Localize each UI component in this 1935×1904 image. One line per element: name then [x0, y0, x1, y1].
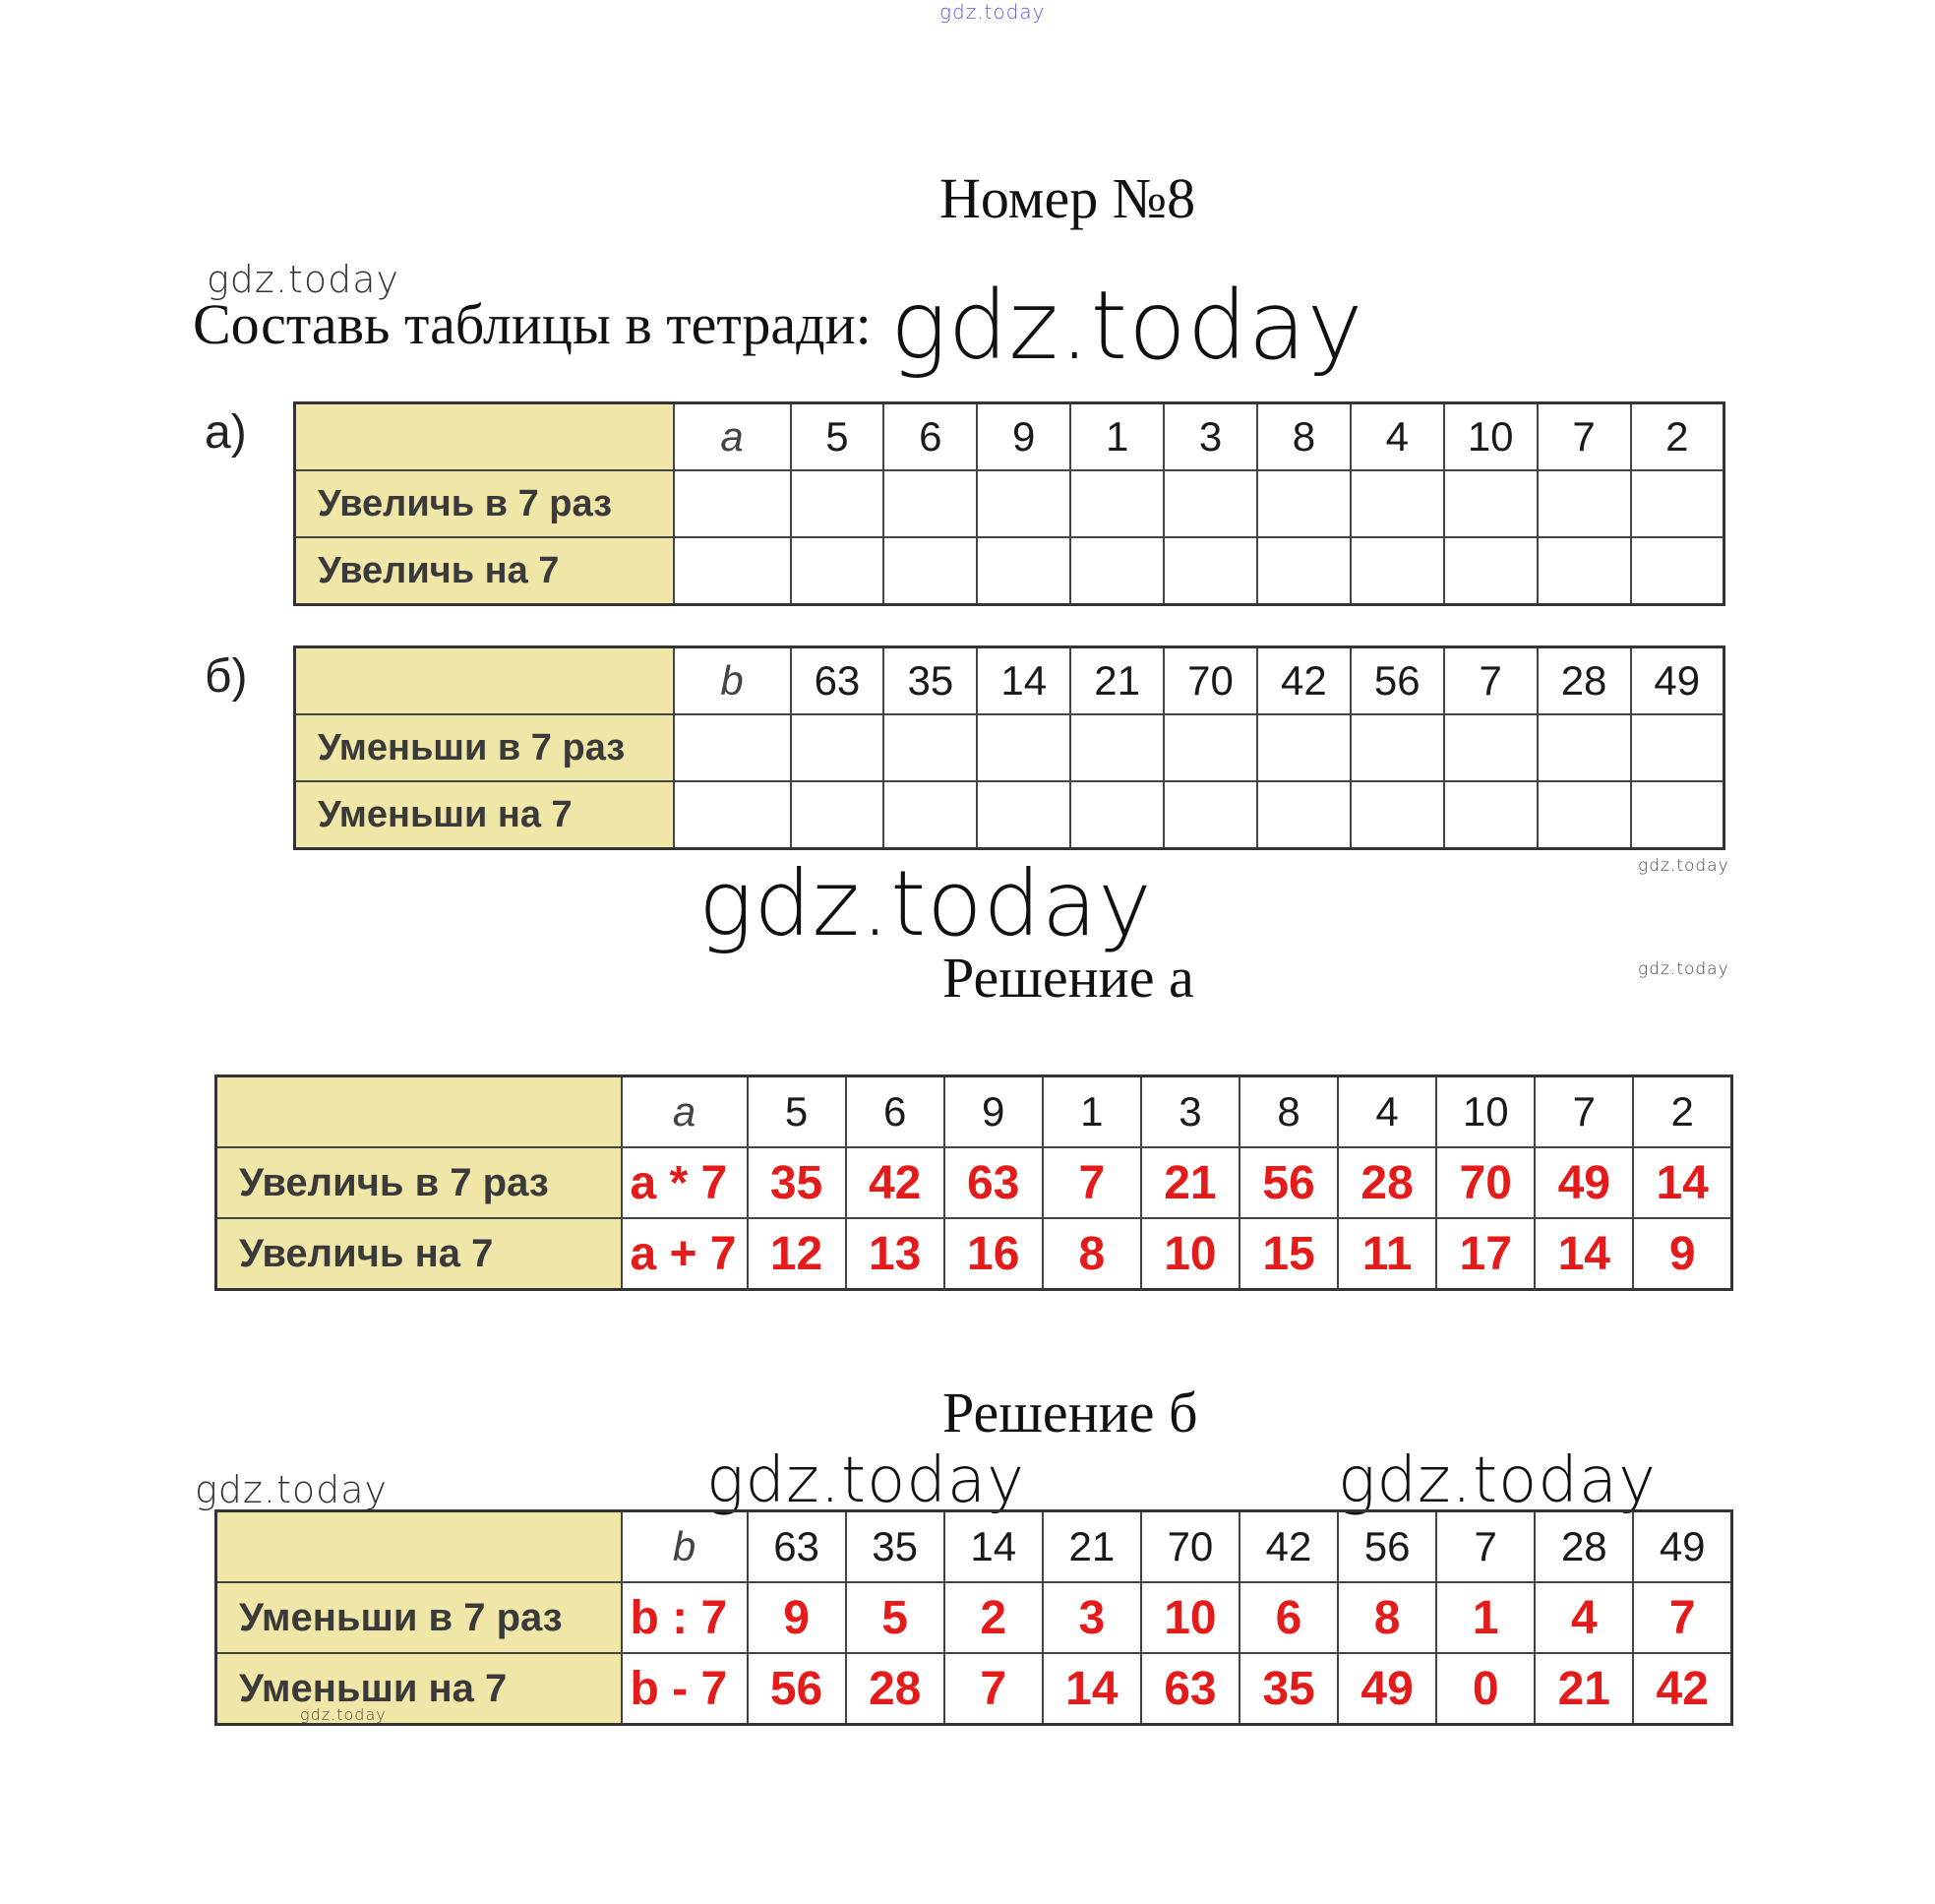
answer-cell: 7 — [1633, 1582, 1731, 1653]
value-cell: 56 — [1338, 1511, 1436, 1583]
answer-cell: 63 — [1141, 1653, 1240, 1725]
value-cell: 35 — [883, 647, 977, 715]
empty-cell — [883, 470, 977, 537]
answer-cell: 10 — [1141, 1218, 1240, 1290]
watermark-small: gdz.today — [1638, 856, 1729, 876]
variable-cell: b — [622, 1511, 748, 1583]
empty-cell — [977, 537, 1070, 605]
empty-cell — [791, 781, 884, 849]
value-cell: 14 — [944, 1511, 1043, 1583]
table-row — [216, 1076, 1732, 1148]
answer-cell: 49 — [1338, 1653, 1436, 1725]
answer-cell: 21 — [1141, 1147, 1240, 1218]
header-cell — [216, 1076, 622, 1148]
empty-cell — [1164, 470, 1257, 537]
empty-cell — [1164, 714, 1257, 781]
header-cell — [216, 1511, 622, 1583]
answer-cell: 7 — [944, 1653, 1043, 1725]
answer-cell: 8 — [1043, 1218, 1141, 1290]
value-cell: 35 — [846, 1511, 944, 1583]
answer-cell: 1 — [1436, 1582, 1535, 1653]
answer-cell: 6 — [1240, 1582, 1338, 1653]
empty-cell — [1257, 781, 1351, 849]
table-row — [295, 537, 1724, 605]
value-cell: 4 — [1351, 403, 1444, 471]
value-cell: 9 — [977, 403, 1070, 471]
answer-cell: 2 — [944, 1582, 1043, 1653]
watermark-left: gdz.today — [207, 258, 399, 301]
table-row — [295, 647, 1724, 715]
value-cell: 28 — [1538, 647, 1631, 715]
value-cell: 5 — [791, 403, 884, 471]
empty-cell — [1444, 781, 1538, 849]
answer-cell: 42 — [1633, 1653, 1731, 1725]
value-cell: 7 — [1444, 647, 1538, 715]
answer-cell: 63 — [944, 1147, 1043, 1218]
page-title: Номер №8 — [939, 166, 1196, 230]
row-label: Увеличь на 7 — [295, 537, 674, 605]
answer-cell: 16 — [944, 1218, 1043, 1290]
task-table-a — [293, 401, 1725, 606]
empty-cell — [791, 714, 884, 781]
value-cell: 49 — [1631, 647, 1724, 715]
value-cell: 7 — [1535, 1076, 1633, 1148]
header-cell — [295, 403, 674, 471]
header-cell — [295, 647, 674, 715]
answer-cell: 5 — [846, 1582, 944, 1653]
empty-cell — [1538, 781, 1631, 849]
value-cell: 3 — [1141, 1076, 1240, 1148]
answer-cell: 42 — [846, 1147, 944, 1218]
answer-cell: 13 — [846, 1218, 944, 1290]
value-cell: 6 — [883, 403, 977, 471]
empty-cell — [1631, 537, 1724, 605]
watermark-tiny: gdz.today — [300, 1705, 387, 1724]
value-cell: 28 — [1535, 1511, 1633, 1583]
empty-cell — [1444, 714, 1538, 781]
row-label: Уменьши в 7 раз — [216, 1582, 622, 1653]
solution-a-heading: Решение а — [942, 946, 1194, 1010]
empty-cell — [1351, 470, 1444, 537]
answer-cell: 9 — [1633, 1218, 1731, 1290]
empty-cell — [883, 537, 977, 605]
value-cell: 1 — [1043, 1076, 1141, 1148]
answer-cell: 11 — [1338, 1218, 1436, 1290]
watermark-large-middle: gdz.today — [698, 851, 1153, 956]
table-row — [295, 781, 1724, 849]
value-cell: 21 — [1043, 1511, 1141, 1583]
value-cell: 5 — [748, 1076, 846, 1148]
table-row — [216, 1582, 1732, 1653]
table-row — [295, 403, 1724, 471]
value-cell: 49 — [1633, 1511, 1731, 1583]
empty-cell — [1070, 537, 1164, 605]
watermark-large: gdz.today — [890, 271, 1364, 381]
value-cell: 14 — [977, 647, 1070, 715]
value-cell: 7 — [1538, 403, 1631, 471]
expression-cell: b - 7 — [622, 1653, 748, 1725]
row-label: Увеличь в 7 раз — [216, 1147, 622, 1218]
answer-cell: 28 — [846, 1653, 944, 1725]
value-cell: 4 — [1338, 1076, 1436, 1148]
table-row — [295, 470, 1724, 537]
value-cell: 42 — [1257, 647, 1351, 715]
expression-cell: a * 7 — [622, 1147, 748, 1218]
empty-cell — [1351, 537, 1444, 605]
solution-table-a — [214, 1075, 1733, 1291]
value-cell: 2 — [1633, 1076, 1731, 1148]
empty-cell — [1070, 470, 1164, 537]
value-cell: 56 — [1351, 647, 1444, 715]
variable-cell: a — [674, 403, 791, 471]
empty-cell — [1538, 537, 1631, 605]
variable-cell: b — [674, 647, 791, 715]
empty-cell — [791, 537, 884, 605]
answer-cell: 21 — [1535, 1653, 1633, 1725]
empty-cell — [977, 470, 1070, 537]
value-cell: 2 — [1631, 403, 1724, 471]
value-cell: 70 — [1164, 647, 1257, 715]
value-cell: 42 — [1240, 1511, 1338, 1583]
row-label: Уменьши на 7 — [295, 781, 674, 849]
empty-cell — [1257, 537, 1351, 605]
empty-cell — [674, 470, 791, 537]
answer-cell: 7 — [1043, 1147, 1141, 1218]
task-text: Составь таблицы в тетради: — [193, 292, 872, 356]
answer-cell: 56 — [1240, 1147, 1338, 1218]
value-cell: 6 — [846, 1076, 944, 1148]
answer-cell: 49 — [1535, 1147, 1633, 1218]
empty-cell — [977, 714, 1070, 781]
value-cell: 3 — [1164, 403, 1257, 471]
table-row — [216, 1653, 1732, 1725]
answer-cell: 10 — [1141, 1582, 1240, 1653]
watermark-top: gdz.today — [939, 0, 1046, 24]
empty-cell — [1257, 470, 1351, 537]
answer-cell: 14 — [1633, 1147, 1731, 1218]
answer-cell: 0 — [1436, 1653, 1535, 1725]
empty-cell — [1351, 714, 1444, 781]
answer-cell: 70 — [1436, 1147, 1535, 1218]
empty-cell — [674, 781, 791, 849]
empty-cell — [1164, 537, 1257, 605]
row-label: Увеличь на 7 — [216, 1218, 622, 1290]
value-cell: 21 — [1070, 647, 1164, 715]
value-cell: 9 — [944, 1076, 1043, 1148]
answer-cell: 4 — [1535, 1582, 1633, 1653]
answer-cell: 28 — [1338, 1147, 1436, 1218]
value-cell: 8 — [1240, 1076, 1338, 1148]
expression-cell: b : 7 — [622, 1582, 748, 1653]
table-row — [295, 714, 1724, 781]
row-label: Увеличь в 7 раз — [295, 470, 674, 537]
answer-cell: 17 — [1436, 1218, 1535, 1290]
part-a-label: а) — [205, 406, 247, 459]
answer-cell: 14 — [1535, 1218, 1633, 1290]
empty-cell — [883, 714, 977, 781]
answer-cell: 3 — [1043, 1582, 1141, 1653]
empty-cell — [674, 714, 791, 781]
table-row — [216, 1147, 1732, 1218]
empty-cell — [1538, 714, 1631, 781]
empty-cell — [1257, 714, 1351, 781]
solution-b-heading: Решение б — [942, 1381, 1198, 1444]
answer-cell: 15 — [1240, 1218, 1338, 1290]
watermark-medium: gdz.today — [1338, 1444, 1657, 1517]
answer-cell: 14 — [1043, 1653, 1141, 1725]
empty-cell — [791, 470, 884, 537]
variable-cell: a — [622, 1076, 748, 1148]
part-b-label: б) — [205, 650, 248, 703]
value-cell: 70 — [1141, 1511, 1240, 1583]
answer-cell: 9 — [748, 1582, 846, 1653]
empty-cell — [674, 537, 791, 605]
value-cell: 8 — [1257, 403, 1351, 471]
table-row — [216, 1511, 1732, 1583]
empty-cell — [1444, 470, 1538, 537]
expression-cell: a + 7 — [622, 1218, 748, 1290]
table-row — [216, 1218, 1732, 1290]
watermark-left-bottom: gdz.today — [195, 1468, 388, 1511]
empty-cell — [1070, 714, 1164, 781]
solution-table-b — [214, 1509, 1733, 1726]
value-cell: 1 — [1070, 403, 1164, 471]
answer-cell: 12 — [748, 1218, 846, 1290]
answer-cell: 56 — [748, 1653, 846, 1725]
watermark-small: gdz.today — [1638, 959, 1729, 979]
watermark-medium: gdz.today — [706, 1444, 1025, 1517]
value-cell: 10 — [1436, 1076, 1535, 1148]
row-label: Уменьши на 7 — [216, 1653, 622, 1725]
answer-cell: 8 — [1338, 1582, 1436, 1653]
empty-cell — [1351, 781, 1444, 849]
empty-cell — [1631, 714, 1724, 781]
row-label: Уменьши в 7 раз — [295, 714, 674, 781]
answer-cell: 35 — [1240, 1653, 1338, 1725]
value-cell: 63 — [791, 647, 884, 715]
empty-cell — [1164, 781, 1257, 849]
empty-cell — [1444, 537, 1538, 605]
empty-cell — [1070, 781, 1164, 849]
empty-cell — [883, 781, 977, 849]
value-cell: 10 — [1444, 403, 1538, 471]
value-cell: 63 — [748, 1511, 846, 1583]
value-cell: 7 — [1436, 1511, 1535, 1583]
answer-cell: 35 — [748, 1147, 846, 1218]
empty-cell — [977, 781, 1070, 849]
task-table-b — [293, 645, 1725, 850]
empty-cell — [1631, 470, 1724, 537]
empty-cell — [1538, 470, 1631, 537]
empty-cell — [1631, 781, 1724, 849]
